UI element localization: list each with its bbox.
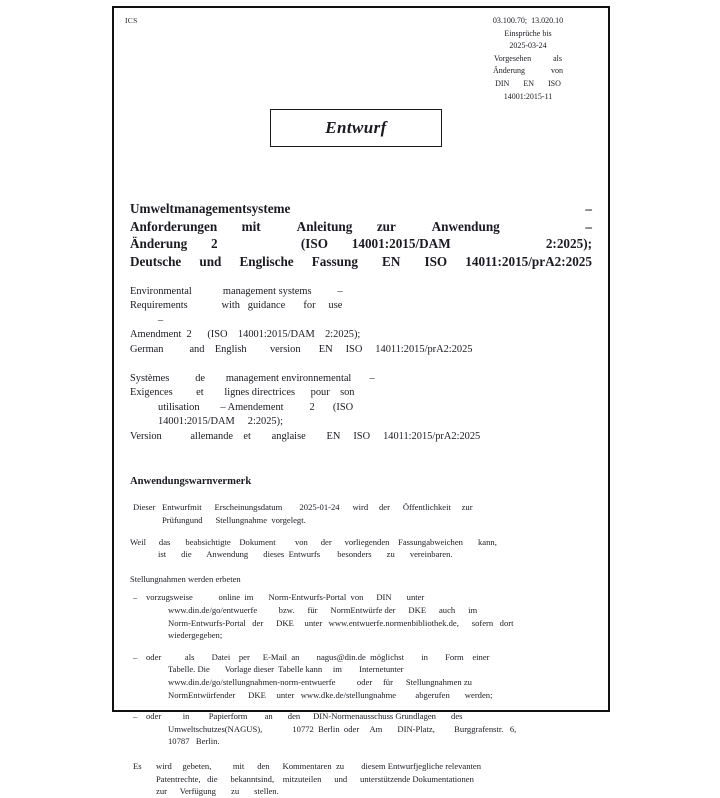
bullet-1-line-2[interactable]: www.din.de/go/entwuerfe bzw. für NormEntwürfe der DKE auch im bbox=[168, 605, 478, 616]
page-content-area bbox=[114, 8, 608, 797]
spacer bbox=[130, 561, 592, 573]
page-header bbox=[122, 14, 600, 103]
warning-p1-line-2: Prüfungund Stellungnahme vorgelegt. bbox=[162, 515, 306, 526]
comments-request-heading: Stellungnahmen werden erbeten bbox=[130, 573, 241, 584]
intended-change-line-2: Änderung von bbox=[493, 66, 563, 76]
spacer bbox=[130, 642, 592, 651]
draft-stamp-container bbox=[122, 109, 600, 147]
title-french-line-3: utilisation – Amendement 2 (ISO bbox=[158, 401, 354, 413]
list-item bbox=[130, 710, 592, 748]
title-english-line-3: – bbox=[158, 314, 164, 326]
title-english-line-5: German and English version EN ISO 14011:2015/prA2:2025 bbox=[130, 343, 473, 355]
bullet-1-line-1: vorzugsweise online im Norm-Entwurfs-Portal von DIN unter bbox=[146, 592, 425, 603]
title-german-line-2: Anforderungen mit Anleitung zur Anwendung – bbox=[130, 218, 592, 234]
warning-heading: Anwendungswarnvermerk bbox=[130, 476, 252, 488]
intended-change-line-4: 14001:2015-11 bbox=[503, 91, 553, 101]
title-english-line-2: Requirements with guidance for use bbox=[130, 300, 343, 312]
document-body bbox=[122, 200, 600, 798]
closing-line-2: Patentrechte, die bekanntsind, mitzuteilen und unterstützende Dokumentationen bbox=[156, 773, 474, 784]
title-english bbox=[130, 285, 592, 358]
title-english-line-4: Amendment 2 (ISO 14001:2015/DAM 2:2025); bbox=[130, 329, 361, 341]
draft-stamp-label: Entwurf bbox=[325, 118, 387, 138]
bullet-marker: – bbox=[133, 711, 138, 722]
ics-label: ICS bbox=[125, 16, 138, 25]
closing-paragraph bbox=[130, 760, 592, 798]
title-german-line-1: Umweltmanagementsysteme – bbox=[130, 201, 592, 217]
document-page bbox=[112, 6, 610, 797]
objection-label: Einsprüche bis bbox=[504, 28, 552, 38]
spacer bbox=[130, 748, 592, 760]
bullet-1-line-4: wiedergegeben; bbox=[168, 630, 223, 641]
warning-p1-key: Dieser bbox=[133, 502, 156, 513]
title-french-line-1: Systèmes de management environnemental – bbox=[130, 372, 375, 384]
bullet-marker: – bbox=[133, 592, 138, 603]
bullet-2-line-4[interactable]: NormEntwürfender DKE unter www.dke.de/stellungnahme abgerufen werden; bbox=[168, 689, 493, 700]
closing-line-1: wird gebeten, mit den Kommentaren zu diesem Entwurfjegliche relevanten bbox=[156, 760, 482, 771]
title-german bbox=[130, 200, 592, 270]
bullet-2-line-2: Tabelle. Die Vorlage dieser Tabelle kann im Internetunter bbox=[168, 664, 404, 675]
closing-key: Es bbox=[133, 760, 142, 771]
objection-date: 2025-03-24 bbox=[509, 41, 547, 51]
bullet-3-line-1: oder in Papierform an den DIN-Normenausschuss Grundlagen des bbox=[146, 711, 463, 722]
closing-line-3: zur Verfügung zu stellen. bbox=[156, 786, 279, 797]
bullet-2-line-1[interactable]: oder als Datei per E-Mail an nagus@din.de möglichst in Form einer bbox=[146, 651, 490, 662]
title-german-line-3: Änderung 2 (ISO 14001:2015/DAM 2:2025); bbox=[130, 236, 592, 252]
warning-paragraph-1 bbox=[130, 501, 592, 526]
title-french bbox=[130, 372, 592, 445]
bullet-3-line-3: 10787 Berlin. bbox=[168, 736, 220, 747]
warning-p1-line-1: Entwurfmit Erscheinungsdatum 2025-01-24 wird der Öffentlichkeit zur bbox=[162, 502, 473, 513]
title-french-line-5: Version allemande et anglaise EN ISO 14011:2015/prA2:2025 bbox=[130, 430, 481, 442]
list-item bbox=[130, 591, 592, 641]
header-metadata-block bbox=[462, 14, 600, 103]
intended-change-line-3: DIN EN ISO bbox=[495, 78, 561, 88]
title-french-line-4: 14001:2015/DAM 2:2025); bbox=[158, 416, 283, 428]
bullet-2-line-3[interactable]: www.din.de/go/stellungnahmen-norm-entwuerfe oder für Stellungnahmen zu bbox=[168, 677, 472, 687]
draft-stamp-box bbox=[270, 109, 442, 147]
intended-change-line-1: Vorgesehen als bbox=[494, 53, 562, 63]
list-item bbox=[130, 651, 592, 701]
bullet-marker: – bbox=[133, 651, 138, 662]
spacer bbox=[130, 527, 592, 536]
warning-p2-line-2: ist die Anwendung dieses Entwurfs besonders zu vereinbaren. bbox=[158, 549, 453, 560]
title-french-line-2: Exigences et lignes directrices pour son bbox=[130, 387, 355, 399]
bullet-3-line-2: Umweltschutzes(NAGUS), 10772 Berlin oder Am DIN-Platz, Burggrafenstr. 6, bbox=[168, 723, 517, 734]
warning-p2-line-1: Weil das beabsichtigte Dokument von der vorliegenden Fassungabweichen kann, bbox=[130, 536, 497, 547]
title-english-line-1: Environmental management systems – bbox=[130, 285, 343, 297]
title-german-line-4: Deutsche und Englische Fassung EN ISO 14011:2015/prA2:2025 bbox=[130, 253, 592, 269]
warning-paragraph-2 bbox=[130, 536, 592, 561]
spacer bbox=[130, 701, 592, 710]
ics-numbers: 03.100.70; 13.020.10 bbox=[492, 16, 564, 25]
bullet-1-line-3[interactable]: Norm-Entwurfs-Portal der DKE unter www.entwuerfe.normenbibliothek.de, sofern dort bbox=[168, 617, 514, 628]
